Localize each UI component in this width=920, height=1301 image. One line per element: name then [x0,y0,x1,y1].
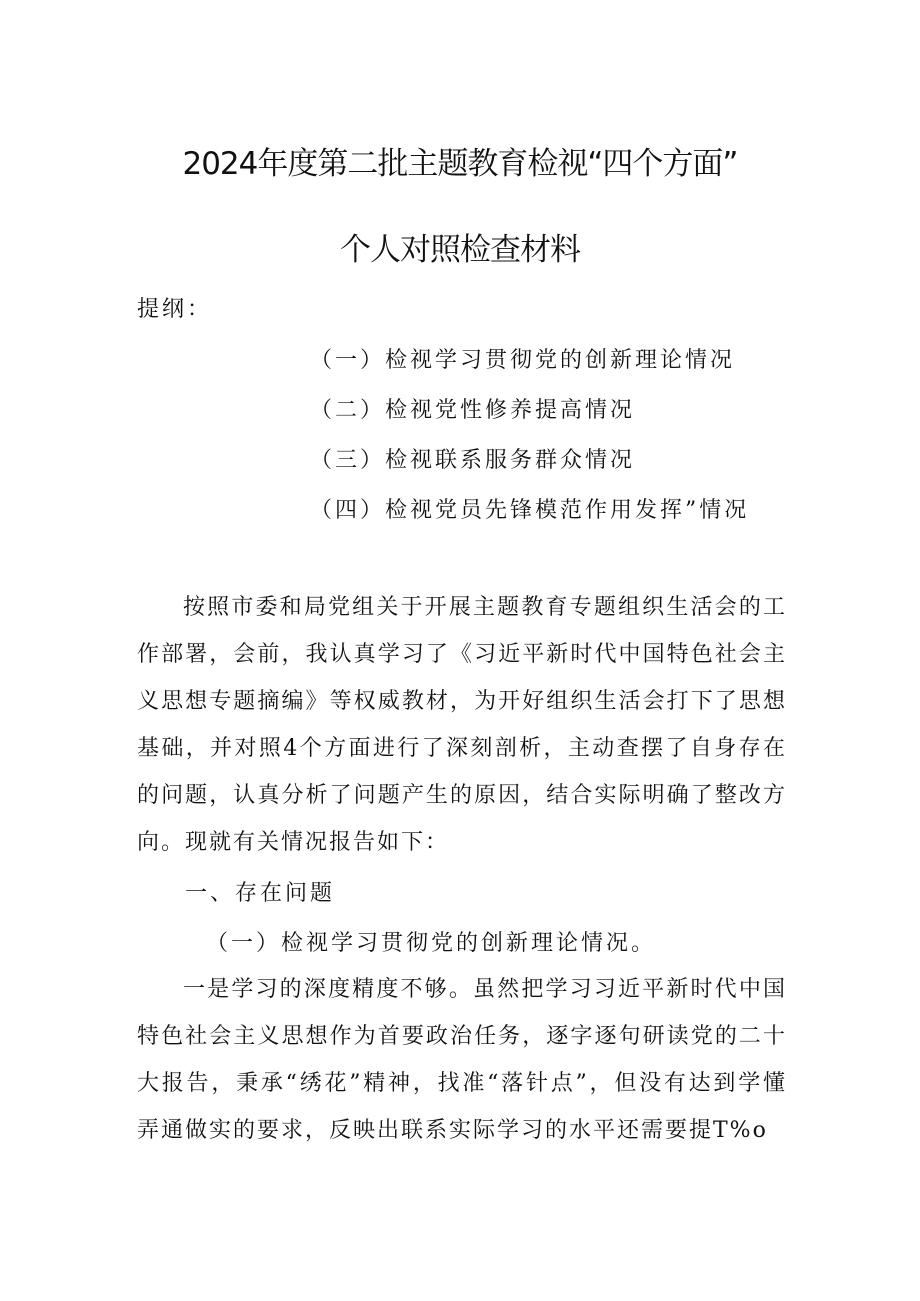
document-title-line-2: 个人对照检查材料 [340,232,580,268]
document-title-line-1: 2024年度第二批主题教育检视“四个方面” [182,146,738,182]
outline-item-4: （四）检视党员先锋模范作用发挥”情况 [310,498,750,523]
outline-label: 提纲： [137,297,213,322]
outline-item-2: （二）检视党性修养提高情况 [310,398,636,423]
subsection-heading: （一）检视学习贯彻党的创新理论情况。 [206,931,657,956]
intro-paragraph: 按照市委和局党组关于开展主题教育专题组织生活会的工作部署，会前，我认真学习了《习近平新时代中国特色社会主义思想专题摘编》等权威教材，为开好组织生活会打下了思想基础，并对照4个方面进行了深刻剖析，主动查摆了自身存在的问题，认真分析了问题产生的原因，结合实际明确了整改方向。现就有关情况报告如下： [137,595,787,855]
section-heading: 一、存在问题 [185,881,336,906]
outline-item-1: （一）检视学习贯彻党的创新理论情况 [310,348,736,373]
point-1-paragraph: 一是学习的深度精度不够。虽然把学习习近平新时代中国特色社会主义思想作为首要政治任务，逐字逐句研读党的二十大报告，秉承“绣花”精神，找准“落针点”，但没有达到学懂弄通做实的要求，反映出联系实际学习的水平还需要提T%o [137,977,787,1143]
outline-item-3: （三）检视联系服务群众情况 [310,448,636,473]
